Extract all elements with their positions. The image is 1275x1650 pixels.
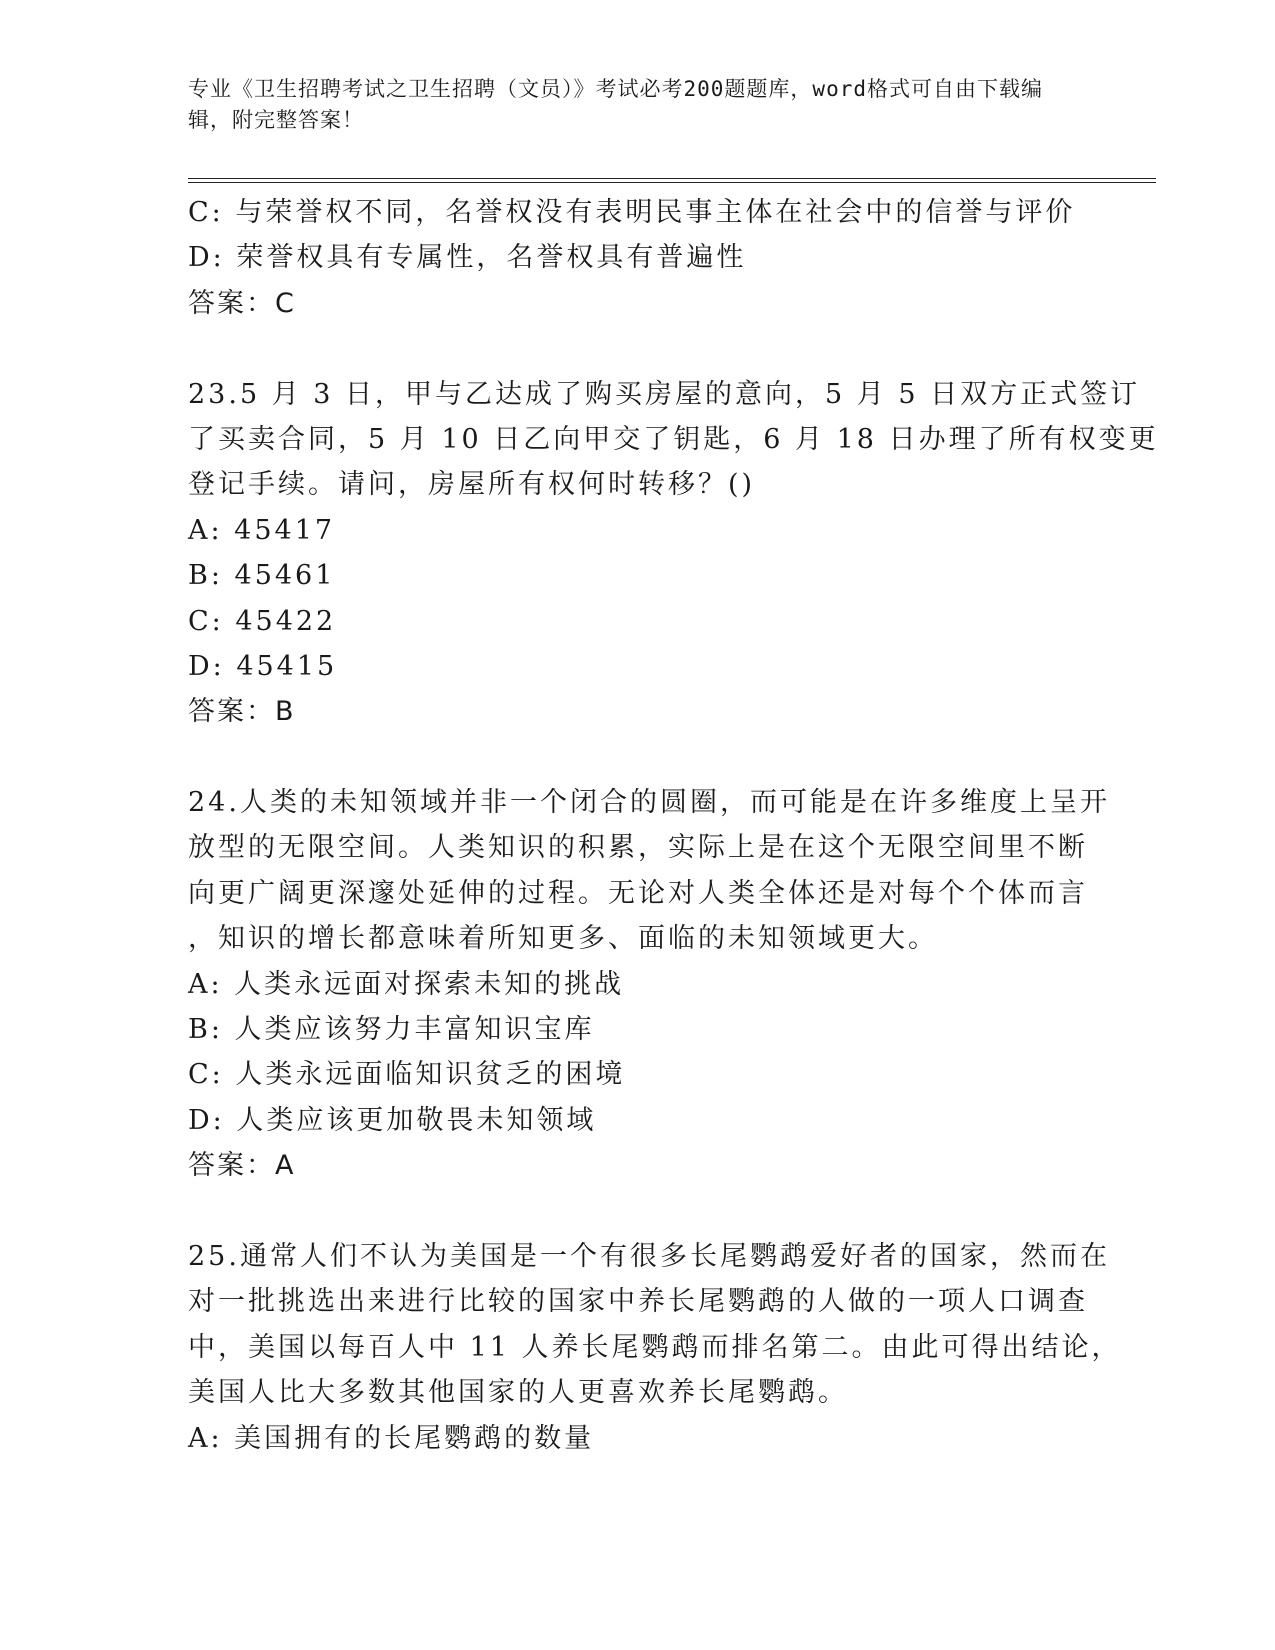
option-d: D: 荣誉权具有专属性，名誉权具有普遍性 bbox=[188, 242, 747, 274]
spacer bbox=[188, 326, 1088, 371]
option-b: B: 人类应该努力丰富知识宝库 bbox=[188, 1014, 595, 1046]
option-d: D: 人类应该更加敬畏未知领域 bbox=[188, 1104, 597, 1136]
option-d: D: 45415 bbox=[188, 650, 338, 682]
option-c: C: 与荣誉权不同，名誉权没有表明民事主体在社会中的信誉与评价 bbox=[188, 197, 1076, 228]
question-stem-line: 美国人比大多数其他国家的人更喜欢养长尾鹦鹉。 bbox=[188, 1377, 848, 1409]
document-header: 专业《卫生招聘考试之卫生招聘（文员）》考试必考200题题库，word格式可自由下载编辑，附完整答案！ bbox=[188, 77, 1043, 132]
document-body bbox=[188, 190, 1159, 1461]
question-24 bbox=[188, 780, 1110, 1189]
option-c: C: 45422 bbox=[188, 605, 337, 637]
question-22-continuation bbox=[188, 190, 1088, 326]
question-stem-line: 中，美国以每百人中 11 人养长尾鹦鹉而排名第二。由此可得出结论， bbox=[188, 1331, 1122, 1363]
header-rule-bottom bbox=[188, 182, 1156, 183]
question-stem-line: 了买卖合同，5 月 10 日乙向甲交了钥匙，6 月 18 日办理了所有权变更 bbox=[188, 423, 1159, 455]
option-a: A: 人类永远面对探索未知的挑战 bbox=[188, 968, 625, 1000]
question-23 bbox=[188, 372, 1159, 735]
question-stem-line: 23.5 月 3 日，甲与乙达成了购买房屋的意向，5 月 5 日双方正式签订 bbox=[188, 378, 1141, 410]
question-stem-line: 向更广阔更深邃处延伸的过程。无论对人类全体还是对每个个体而言 bbox=[188, 877, 1088, 909]
question-stem-line: 登记手续。请问，房屋所有权何时转移？() bbox=[188, 469, 756, 501]
option-c: C: 人类永远面临知识贫乏的困境 bbox=[188, 1059, 626, 1091]
question-25 bbox=[188, 1234, 1122, 1461]
spacer bbox=[188, 735, 1088, 780]
header-rule-top bbox=[188, 178, 1156, 179]
option-b: B: 45461 bbox=[188, 560, 336, 592]
answer-line: 答案：B bbox=[188, 696, 296, 728]
spacer bbox=[188, 1189, 1088, 1234]
question-stem-line: 放型的无限空间。人类知识的积累，实际上是在这个无限空间里不断 bbox=[188, 832, 1088, 864]
option-a: A: 美国拥有的长尾鹦鹉的数量 bbox=[188, 1422, 595, 1454]
answer-line: 答案：C bbox=[188, 287, 296, 319]
question-stem-line: ，知识的增长都意味着所知更多、面临的未知领域更大。 bbox=[188, 923, 938, 955]
question-stem-line: 对一批挑选出来进行比较的国家中养长尾鹦鹉的人做的一项人口调查 bbox=[188, 1286, 1088, 1318]
option-a: A: 45417 bbox=[188, 514, 336, 546]
answer-line: 答案：A bbox=[188, 1150, 296, 1182]
question-stem-line: 24.人类的未知领域并非一个闭合的圆圈，而可能是在许多维度上呈开 bbox=[188, 787, 1110, 819]
question-stem-line: 25.通常人们不认为美国是一个有很多长尾鹦鹉爱好者的国家，然而在 bbox=[188, 1240, 1110, 1272]
